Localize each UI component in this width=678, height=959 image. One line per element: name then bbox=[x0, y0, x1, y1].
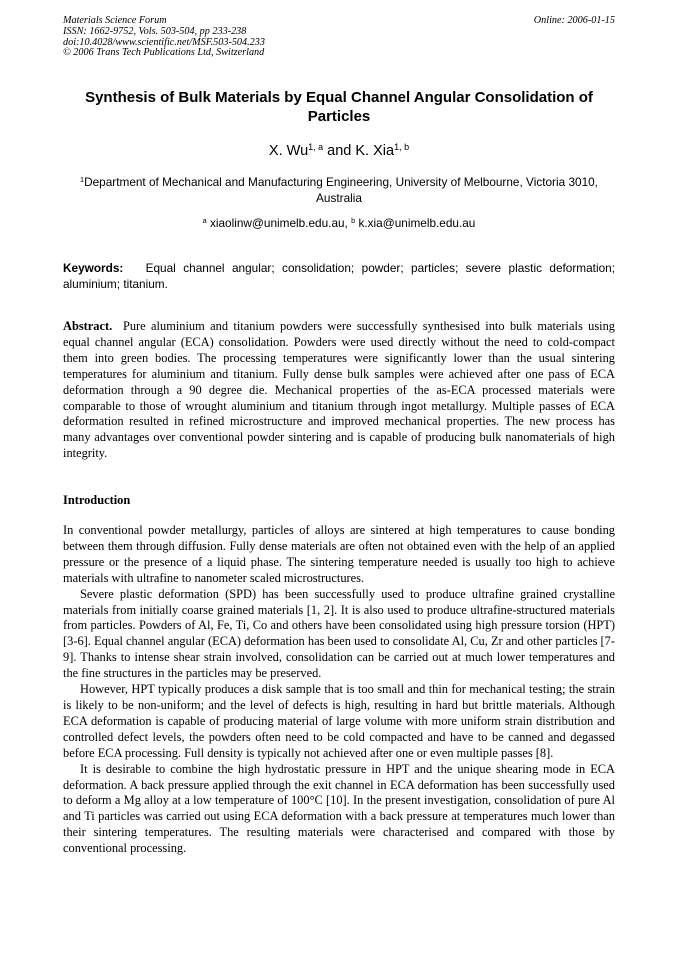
email-line bbox=[63, 216, 615, 232]
abstract-block bbox=[63, 319, 615, 462]
keywords-label: Keywords: bbox=[63, 261, 124, 275]
email-address: k.xia@unimelb.edu.au bbox=[355, 216, 476, 230]
author-superscript: 1, a bbox=[308, 142, 324, 153]
doi-line: doi:10.4028/www.scientific.net/MSF.503-504.233 bbox=[63, 36, 265, 48]
author-name: X. Wu bbox=[268, 143, 309, 159]
introduction-body bbox=[63, 523, 615, 857]
author-line bbox=[63, 142, 615, 160]
journal-header bbox=[63, 16, 265, 59]
author-superscript: 1, b bbox=[394, 142, 410, 153]
journal-name: Materials Science Forum bbox=[63, 15, 167, 26]
online-date: Online: 2006-01-15 bbox=[533, 15, 615, 26]
affiliation-text: Department of Mechanical and Manufacturing Engineering, University of Melbourne, Victoria 3010, Australia bbox=[84, 175, 598, 205]
abstract-label: Abstract. bbox=[63, 319, 113, 333]
section-heading: Introduction bbox=[63, 493, 131, 507]
keywords-block bbox=[63, 261, 615, 292]
paragraph: However, HPT typically produces a disk sample that is too small and thin for mechanical testing; the strain is likely to be non-uniform; and the level of defects is high, resulting in hard but brittle materials. Although ECA deformation is capable of producing material of large volume with more uniform strain distribution and controlled defect levels, the powders often need to be cold compacted and have to be canned and degassed before ECA processing. Full density is typically not achieved after one or even multiple passes [8]. bbox=[63, 682, 615, 760]
copyright-line: © 2006 Trans Tech Publications Ltd, Switzerland bbox=[63, 47, 265, 59]
affiliation-superscript: 1 bbox=[80, 174, 85, 184]
email-superscript: b bbox=[351, 215, 356, 225]
issn-line: ISSN: 1662-9752, Vols. 503-504, pp 233-238 bbox=[63, 25, 247, 37]
keywords-text: Equal channel angular; consolidation; powder; particles; severe plastic deformation; aluminium; titanium. bbox=[63, 261, 615, 291]
paper-title: Synthesis of Bulk Materials by Equal Channel Angular Consolidation of Particles bbox=[85, 89, 593, 125]
email-superscript: a bbox=[202, 215, 207, 225]
abstract-text: Pure aluminium and titanium powders were successfully synthesised into bulk materials using equal channel angular (ECA) consolidation. Powders were used directly without the need to cold-compact them into green bodies. The processing temperatures were significantly lower than the usual sintering temperatures for aluminium and titanium. Fully dense bulk samples were achieved after one pass of ECA deformation through a 90 degree die. Mechanical properties of the as-ECA processed materials were comparable to those of wrought aluminium and titanium through ingot metallurgy. Multiple passes of ECA deformation resulted in refined microstructure and improved mechanical properties. The new process has many advantages over conventional powder sintering and is capable of producing bulk nanomaterials of high integrity. bbox=[63, 319, 615, 461]
email-address: xiaolinw@unimelb.edu.au, bbox=[206, 216, 352, 230]
author-conjunction: and bbox=[323, 143, 356, 159]
author-name: K. Xia bbox=[355, 143, 395, 159]
affiliation bbox=[63, 175, 615, 206]
paragraph: Severe plastic deformation (SPD) has been successfully used to produce ultrafine grained crystalline materials from initially coarse grained materials [1, 2]. It is also used to produce ultrafine-structured materials from particles. Powders of Al, Fe, Ti, Co and others have been consolidated using high pressure torsion (HPT) [3-6]. Equal channel angular (ECA) deformation has been used to consolidate Al, Cu, Zr and other particles [7-9]. Thanks to intense shear strain involved, consolidation can be carried out at much lower temperatures and the fine structures in the particles may be preserved. bbox=[63, 586, 615, 681]
paragraph: It is desirable to combine the high hydrostatic pressure in HPT and the unique shearing mode in ECA deformation. A back pressure applied through the exit channel in ECA deformation has been successfully used to deform a Mg alloy at a low temperature of 100°C [10]. In the present investigation, consolidation of pure Al and Ti particles was carried out using ECA deformation with a back pressure at temperatures much lower than their sintering temperatures. The resulting materials were characterised and compared with those by conventional processing. bbox=[63, 761, 615, 856]
paragraph: In conventional powder metallurgy, particles of alloys are sintered at high temperatures to cause bonding between them through diffusion. Fully dense materials are often not obtained even with the help of an applied pressure or the presence of a liquid phase. The sintering temperature needed is usually too high to achieve materials with ultrafine to nanometer scaled microstructures. bbox=[63, 523, 615, 585]
